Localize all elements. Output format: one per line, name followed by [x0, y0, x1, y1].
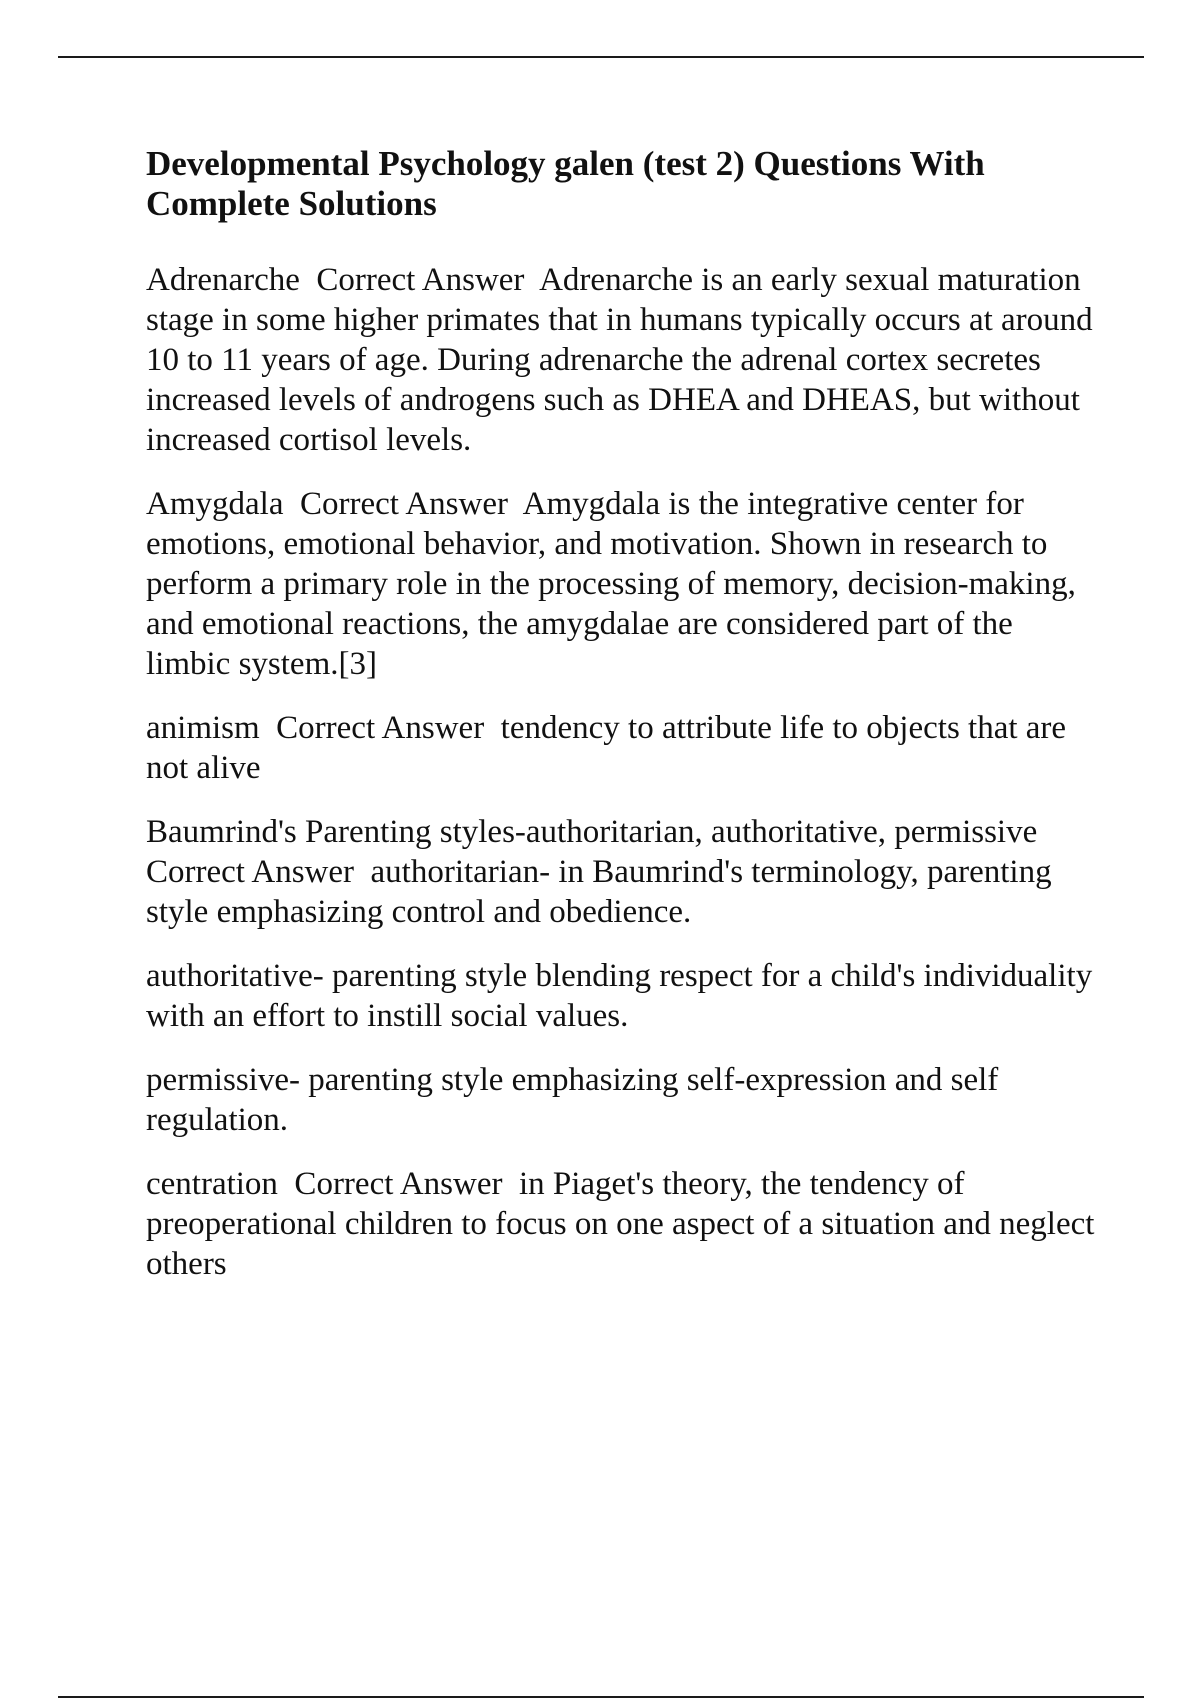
paragraph-authoritative: authoritative- parenting style blending respect for a child's individuality with an effort to instill social values. — [146, 958, 1101, 1034]
flashcard-adrenarche: Adrenarche Correct Answer Adrenarche is an early sexual maturation stage in some higher primates that in humans typically occurs at around 10 to 11 years of age. During adrenarche the adrenal cortex secretes increased levels of androgens such as DHEA and DHEAS, but without increased cortisol levels. — [146, 262, 1101, 458]
paragraph-permissive: permissive- parenting style emphasizing self-expression and self regulation. — [146, 1062, 1007, 1138]
flashcard-amygdala: Amygdala Correct Answer Amygdala is the integrative center for emotions, emotional behavior, and motivation. Shown in research to perform a primary role in the processing of memory, decision-making, and emotional reactions, the amygdalae are considered part of the limbic system.[3] — [146, 486, 1085, 682]
flashcard-centration: centration Correct Answer in Piaget's theory, the tendency of preoperational children to focus on one aspect of a situation and neglect others — [146, 1166, 1103, 1282]
flashcard-animism: animism Correct Answer tendency to attribute life to objects that are not alive — [146, 710, 1075, 786]
document-title: Developmental Psychology galen (test 2) Questions With Complete Solutions — [146, 144, 985, 223]
footer-rule — [58, 1696, 1144, 1698]
header-rule — [58, 56, 1144, 58]
flashcard-baumrind-parenting-styles: Baumrind's Parenting styles-authoritarian, authoritative, permissive Correct Answer authoritarian- in Baumrind's terminology, parenting style emphasizing control and obedience. — [146, 814, 1060, 930]
document-body — [146, 144, 1103, 1308]
